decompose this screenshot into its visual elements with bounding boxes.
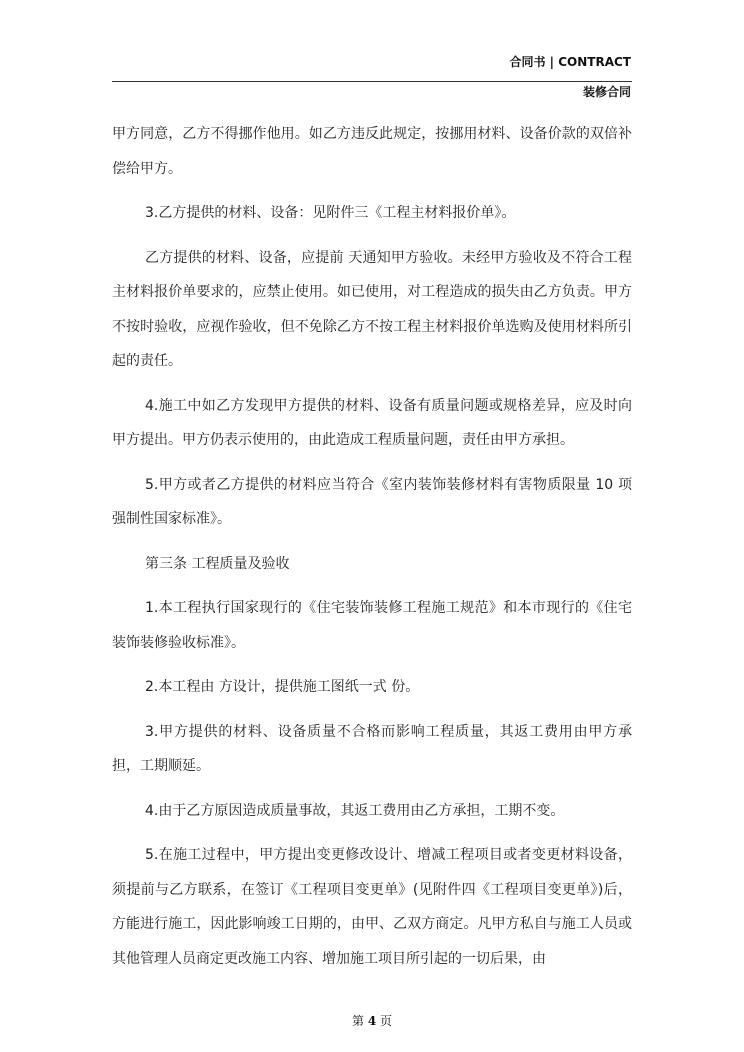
header-subtitle: 装修合同 <box>582 85 631 99</box>
paragraph-quality-3: 3.甲方提供的材料、设备质量不合格而影响工程质量，其返工费用由甲方承担，工期顺延。 <box>112 723 632 774</box>
page-number-value: 4 <box>367 1014 377 1028</box>
paragraph-quality-1: 1.本工程执行国家现行的《住宅装饰装修工程施工规范》和本市现行的《住宅装饰装修验收标准》。 <box>112 600 632 651</box>
paragraph-clause-4: 4.施工中如乙方发现甲方提供的材料、设备有质量问题或规格差异，应及时向甲方提出。甲方仍表示使用的，由此造成工程质量问题，责任由甲方承担。 <box>112 397 632 448</box>
paragraph-quality-2: 2.本工程由 方设计，提供施工图纸一式 份。 <box>145 679 420 695</box>
document-body <box>112 117 632 986</box>
header-divider <box>112 81 632 82</box>
paragraph-clause-3: 3.乙方提供的材料、设备：见附件三《工程主材料报价单》。 <box>145 205 516 221</box>
page-number <box>0 1012 744 1029</box>
page-suffix: 页 <box>380 1014 393 1028</box>
paragraph-continuation: 甲方同意，乙方不得挪作他用。如乙方违反此规定，按挪用材料、设备价款的双倍补偿给甲方。 <box>112 126 632 177</box>
paragraph-clause-5: 5.甲方或者乙方提供的材料应当符合《室内装饰装修材料有害物质限量 10 项强制性国家标准》。 <box>112 476 632 527</box>
header-title: 合同书 | CONTRACT <box>509 55 631 69</box>
paragraph-quality-4: 4.由于乙方原因造成质量事故，其返工费用由乙方承担，工期不变。 <box>145 802 565 819</box>
paragraph-supplier-inspection: 乙方提供的材料、设备，应提前 天通知甲方验收。未经甲方验收及不符合工程主材料报价单要求的，应禁止使用。如已使用，对工程造成的损失由乙方负责。甲方不按时验收，应视作验收，但不免除乙方不按工程主材料报价单选购及使用材料所引起的责任。 <box>112 249 632 369</box>
page-prefix: 第 <box>351 1014 364 1028</box>
section-heading: 第三条 工程质量及验收 <box>145 555 290 572</box>
paragraph-quality-5: 5.在施工过程中，甲方提出变更修改设计、增减工程项目或者变更材料设备，须提前与乙方联系，在签订《工程项目变更单》(见附件四《工程项目变更单》)后，方能进行施工，因此影响竣工日期的，由甲、乙双方商定。凡甲方私自与施工人员或其他管理人员商定更改施工内容、增加施工项目所引起的一切后果，由 <box>112 847 632 967</box>
